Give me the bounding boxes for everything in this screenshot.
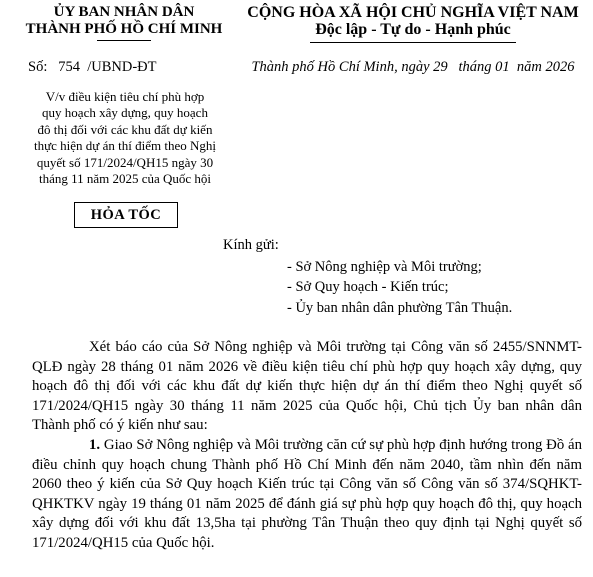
recipient-item: - Ủy ban nhân dân phường Tân Thuận.: [287, 300, 513, 316]
urgent-stamp: HỎA TỐC: [74, 202, 178, 228]
agency-line-2: THÀNH PHỐ HỒ CHÍ MINH: [25, 21, 223, 37]
national-motto: Độc lập - Tự do - Hạnh phúc: [315, 21, 511, 38]
agency-underline: [97, 40, 151, 41]
body-paragraph-item-1: [32, 436, 582, 554]
subject-line: quy hoạch xây dựng, quy hoạch: [42, 105, 208, 121]
item-number: 1.: [89, 437, 101, 453]
nation-name: CỘNG HÒA XÃ HỘI CHỦ NGHĨA VIỆT NAM: [247, 4, 579, 21]
greeting: Kính gửi:: [223, 237, 279, 253]
issuing-agency: [6, 4, 242, 38]
place-and-date: Thành phố Hồ Chí Minh, ngày 29 tháng 01 năm 2026: [251, 59, 575, 75]
national-title: [238, 4, 588, 38]
recipient-item: - Sở Nông nghiệp và Môi trường;: [287, 259, 482, 275]
subject-summary: [14, 89, 236, 187]
motto-underline: [310, 42, 516, 43]
subject-line: tháng 11 năm 2025 của Quốc hội: [38, 171, 212, 187]
subject-line: V/v điều kiện tiêu chí phù hợp: [45, 89, 205, 104]
subject-line: quyết số 171/2024/QH15 ngày 30: [36, 154, 214, 170]
item-text: Giao Sở Nông nghiệp và Môi trường căn cứ sự phù hợp định hướng trong Đồ án điều chỉnh quy hoạch chung Thành phố Hồ Chí Minh đến năm 2040, tầm nhìn đến năm 2060 theo ý kiến của Sở Quy hoạch Kiến trúc tại Công văn số Công văn số 374/SQHKT-QHKTKV ngày 19 tháng 01 năm 2025 để đánh giá sự phù hợp quy hoạch đô thị, quy hoạch xây dựng đối với khu đất 13,5ha tại phường Tân Thuận theo quy định tại Nghị quyết số 171/2024/QH15 của Quốc hội.: [32, 437, 582, 551]
recipient-item: - Sở Quy hoạch - Kiến trúc;: [287, 279, 449, 295]
subject-line: đô thị đối với các khu đất dự kiến: [37, 121, 213, 137]
document-number: Số: 754 /UBND-ĐT: [28, 59, 157, 75]
subject-line: thực hiện dự án thí điểm theo Nghị: [34, 138, 216, 154]
body-paragraph-intro: Xét báo cáo của Sở Nông nghiệp và Môi trường tại Công văn số 2455/SNNMT-QLĐ ngày 28 tháng 01 năm 2026 về điều kiện tiêu chí phù hợp quy hoạch xây dựng, quy hoạch đô thị đối với các khu đất dự kiến thực hiện dự án thí điểm theo Nghị quyết số 171/2024/QH15 ngày 30 tháng 11 năm 2025 của Quốc hội, Chủ tịch Ủy ban nhân dân Thành phố có ý kiến như sau:: [32, 339, 582, 434]
agency-line-1: ỦY BAN NHÂN DÂN: [53, 4, 195, 20]
